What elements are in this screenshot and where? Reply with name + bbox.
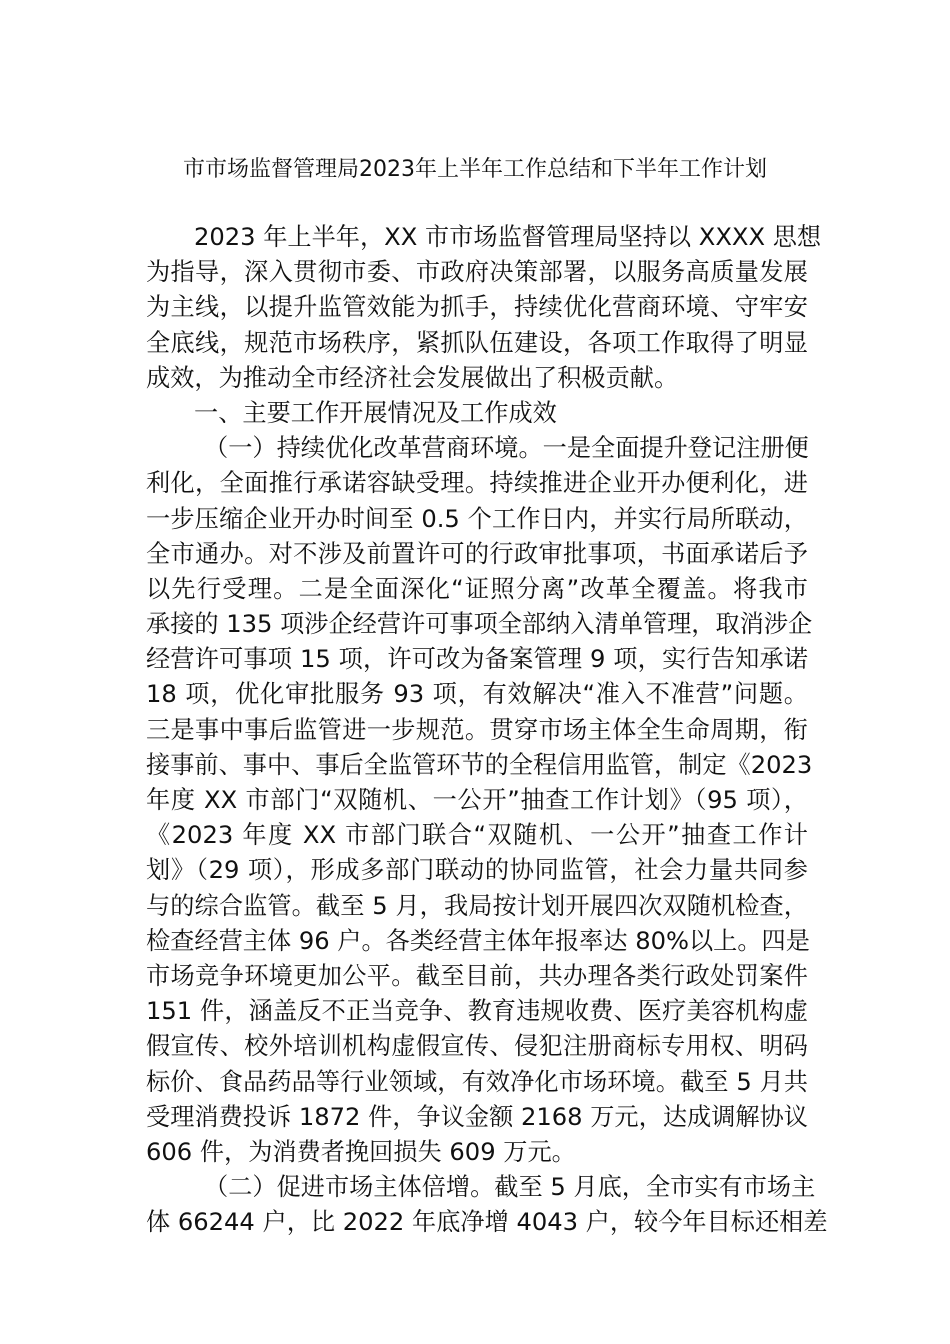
paragraph-line: 为主线，以提升监管效能为抓手，持续优化营商环境、守牢安 (146, 293, 808, 322)
paragraph-line: 606 件，为消费者挽回损失 609 万元。 (146, 1137, 576, 1166)
document-body (146, 220, 828, 1240)
paragraph-line: 年度 XX 市部门“双随机、一公开”抽查工作计划》（95 项）， (146, 786, 808, 814)
paragraph-line: 划》（29 项），形成多部门联动的协同监管，社会力量共同参 (146, 856, 808, 885)
paragraph-line: 市场竞争环境更加公平。截至目前，共办理各类行政处罚案件 (146, 961, 808, 990)
paragraph-line: 全底线，规范市场秩序，紧抓队伍建设，各项工作取得了明显 (146, 328, 808, 357)
paragraph-line: 利化，全面推行承诺容缺受理。持续推进企业开办便利化，进 (146, 469, 808, 498)
paragraph-line: 与的综合监管。截至 5 月，我局按计划开展四次双随机检查， (146, 891, 808, 920)
section-heading: 一、主要工作开展情况及工作成效 (194, 398, 557, 427)
paragraph-line: 接事前、事中、事后全监管环节的全程信用监管，制定《2023 (146, 750, 813, 779)
paragraph-line: 以先行受理。二是全面深化“证照分离”改革全覆盖。将我市 (146, 574, 808, 603)
paragraph-line: 三是事中事后监管进一步规范。贯穿市场主体全生命周期，衔 (146, 715, 808, 744)
paragraph-line: 为指导，深入贯彻市委、市政府决策部署，以服务高质量发展 (146, 258, 808, 287)
paragraph-line: 经营许可事项 15 项，许可改为备案管理 9 项，实行告知承诺 (146, 645, 808, 674)
paragraph-line: （二）促进市场主体倍增。截至 5 月底，全市实有市场主 (204, 1173, 816, 1202)
document-title: 市市场监督管理局2023年上半年工作总结和下半年工作计划 (183, 157, 767, 182)
paragraph-line: 受理消费投诉 1872 件，争议金额 2168 万元，达成调解协议 (146, 1102, 808, 1131)
paragraph-line: 2023 年上半年，XX 市市场监督管理局坚持以 XXXX 思想 (194, 223, 822, 251)
paragraph-line: 一步压缩企业开办时间至 0.5 个工作日内，并实行局所联动， (146, 504, 808, 533)
paragraph-line: 检查经营主体 96 户。各类经营主体年报率达 80%以上。四是 (146, 926, 810, 955)
paragraph-line: （一）持续优化改革营商环境。一是全面提升登记注册便 (204, 434, 809, 463)
paragraph-line: 成效，为推动全市经济社会发展做出了积极贡献。 (146, 363, 679, 392)
paragraph-line: 承接的 135 项涉企经营许可事项全部纳入清单管理，取消涉企 (146, 610, 813, 639)
paragraph-line: 18 项，优化审批服务 93 项，有效解决“准入不准营”问题。 (146, 680, 808, 709)
paragraph-line: 假宣传、校外培训机构虚假宣传、侵犯注册商标专用权、明码 (146, 1032, 808, 1061)
paragraph-line: 标价、食品药品等行业领域，有效净化市场环境。截至 5 月共 (146, 1067, 808, 1096)
paragraph-line: 《2023 年度 XX 市部门联合“双随机、一公开”抽查工作计 (146, 821, 808, 850)
paragraph-line: 151 件，涵盖反不正当竞争、教育违规收费、医疗美容机构虚 (146, 997, 808, 1026)
paragraph-line: 体 66244 户，比 2022 年底净增 4043 户，较今年目标还相差 (146, 1208, 828, 1237)
paragraph-line: 全市通办。对不涉及前置许可的行政审批事项，书面承诺后予 (146, 539, 808, 568)
